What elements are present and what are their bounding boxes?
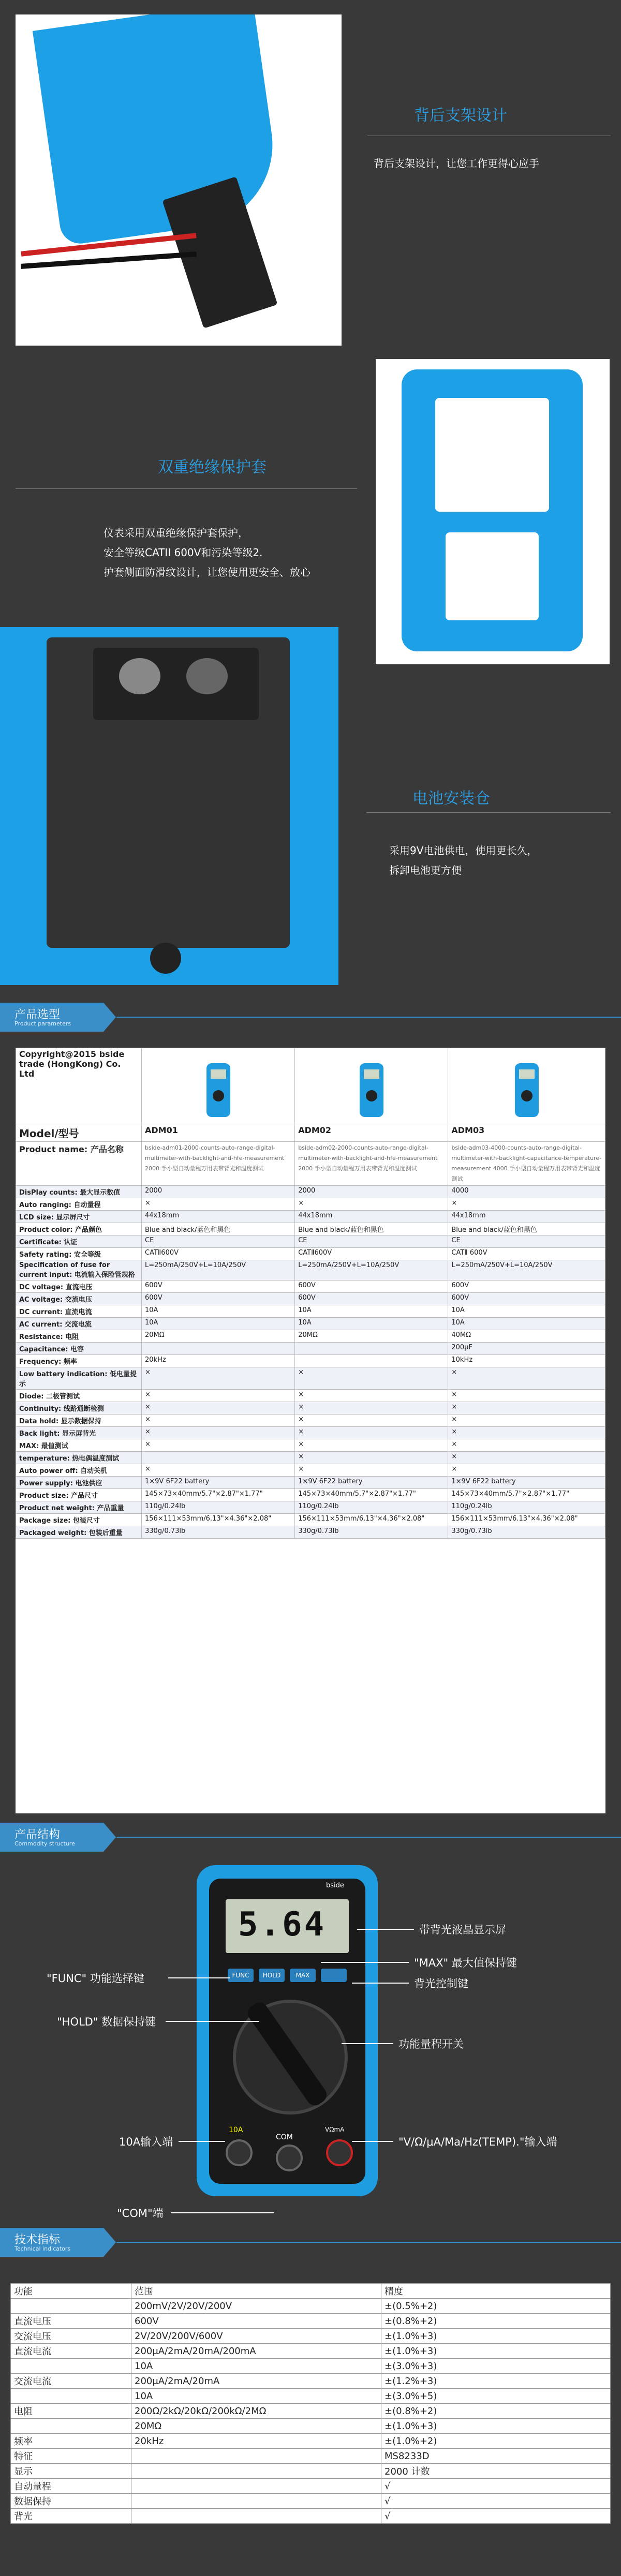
table-row (11, 2314, 611, 2329)
table-row (16, 1367, 605, 1390)
row-value: 10A (142, 1305, 295, 1318)
spec-cell (11, 2419, 131, 2434)
table-row (11, 2449, 611, 2464)
row-value: × (142, 1390, 295, 1402)
feature2-line-3: 护套侧面防滑纹设计，让您使用更安全、放心 (103, 566, 310, 578)
row-value: 600V (295, 1280, 448, 1293)
section-header-selection (0, 1003, 621, 1032)
spec-cell: 直流电流 (11, 2344, 131, 2359)
row-value: 156×111×53mm/6.13"×4.36"×2.08" (142, 1514, 295, 1526)
row-value: 44x18mm (142, 1211, 295, 1223)
row-value: × (142, 1414, 295, 1427)
table-row (11, 2419, 611, 2434)
section-title: 产品结构 (14, 1828, 61, 1841)
section-title: 技术指标 (14, 2233, 61, 2246)
row-value: 600V (448, 1293, 605, 1305)
spec-cell: √ (381, 2509, 611, 2524)
row-value: × (295, 1198, 448, 1211)
row-value: 10kHz (448, 1355, 605, 1367)
spec-cell: 600V (131, 2314, 381, 2329)
spec-cell (131, 2479, 381, 2494)
row-value: × (295, 1427, 448, 1439)
jack-label-com: COM (276, 2133, 293, 2141)
jack-v[interactable] (326, 2139, 353, 2166)
row-value: 145×73×40mm/5.7"×2.87"×1.77" (295, 1489, 448, 1501)
row-value: 330g/0.73lb (142, 1526, 295, 1539)
spec-header-range: 范围 (131, 2284, 381, 2299)
spec-cell: 电阻 (11, 2404, 131, 2419)
table-row (11, 2299, 611, 2314)
spec-cell: 自动量程 (11, 2479, 131, 2494)
row-label: Resistance: 电阻 (16, 1330, 142, 1343)
spec-cell: 200μA/2mA/20mA (131, 2374, 381, 2389)
row-label: Product size: 产品尺寸 (16, 1489, 142, 1501)
table-row (16, 1280, 605, 1293)
table-row (11, 2509, 611, 2524)
row-value: CATⅡ600V (295, 1248, 448, 1260)
feature2-line-2: 安全等级CATII 600V和污染等级2. (103, 546, 263, 559)
spec-cell (11, 2299, 131, 2314)
multimeter-diagram (197, 1865, 378, 2196)
divider (366, 812, 611, 813)
row-value: 1×9V 6F22 battery (295, 1477, 448, 1489)
table-row (16, 1248, 605, 1260)
spec-cell: ±(0.8%+2) (381, 2404, 611, 2419)
row-value: 10A (448, 1318, 605, 1330)
jack-com[interactable] (276, 2145, 303, 2171)
table-row (11, 2329, 611, 2344)
row-value: Blue and black/蓝色和黑色 (448, 1223, 605, 1235)
model-name-3: ADM03 (448, 1124, 605, 1142)
spec-cell: 特征 (11, 2449, 131, 2464)
row-value: × (295, 1464, 448, 1477)
sleeve-photo (376, 359, 610, 664)
row-value: 330g/0.73lb (448, 1526, 605, 1539)
row-label: Auto power off: 自动关机 (16, 1464, 142, 1477)
row-value: 44x18mm (448, 1211, 605, 1223)
row-value: 145×73×40mm/5.7"×2.87"×1.77" (142, 1489, 295, 1501)
row-value: 110g/0.24lb (142, 1501, 295, 1514)
label-v-input: "V/Ω/μA/Ma/Hz(TEMP)."输入端 (398, 2136, 557, 2148)
spec-cell: ±(1.0%+3) (381, 2344, 611, 2359)
label-com: "COM"端 (117, 2207, 164, 2220)
spec-cell: ±(1.0%+3) (381, 2419, 611, 2434)
row-value: × (448, 1367, 605, 1390)
row-label: Back light: 显示屏背光 (16, 1427, 142, 1439)
table-row (16, 1343, 605, 1355)
max-button[interactable]: MAX (290, 1969, 316, 1982)
row-value: × (295, 1414, 448, 1427)
table-row (11, 2404, 611, 2419)
row-value: × (448, 1464, 605, 1477)
table-row (11, 2464, 611, 2479)
row-value: L=250mA/250V+L=10A/250V (295, 1260, 448, 1280)
spec-header-function: 功能 (11, 2284, 131, 2299)
label-10a-input: 10A输入端 (119, 2136, 173, 2148)
table-row (11, 2434, 611, 2449)
row-value: 600V (142, 1293, 295, 1305)
table-row (16, 1390, 605, 1402)
table-row (16, 1198, 605, 1211)
spec-cell: 频率 (11, 2434, 131, 2449)
row-value: CATⅡ 600V (448, 1248, 605, 1260)
row-value: × (448, 1452, 605, 1464)
table-row (16, 1305, 605, 1318)
brand-logo: bside (326, 1882, 344, 1889)
hold-button[interactable]: HOLD (259, 1969, 285, 1982)
row-label: Safety rating: 安全等级 (16, 1248, 142, 1260)
row-value: 156×111×53mm/6.13"×4.36"×2.08" (295, 1514, 448, 1526)
table-row (16, 1514, 605, 1526)
row-value: CE (448, 1235, 605, 1248)
section-header-specs (0, 2228, 621, 2257)
row-value: bside-adm01-2000-counts-auto-range-digital-multimeter-with-backlight-and-hfe-measurement 2000 手小型自动量程万用表带背光和温度测试 (142, 1142, 295, 1186)
row-value: × (142, 1439, 295, 1452)
spec-cell: 10A (131, 2389, 381, 2404)
row-value: 40MΩ (448, 1330, 605, 1343)
row-value: bside-adm02-2000-counts-auto-range-digital-multimeter-with-backlight-and-hfe-measurement 2000 手小型自动量程万用表带背光和温度测试 (295, 1142, 448, 1186)
row-label: Auto ranging: 自动量程 (16, 1198, 142, 1211)
row-value (142, 1343, 295, 1355)
model-name-1: ADM01 (142, 1124, 295, 1142)
row-value: 2000 (142, 1186, 295, 1198)
spec-cell: MS8233D (381, 2449, 611, 2464)
section-title: 产品选型 (14, 1008, 61, 1021)
spec-cell: 20MΩ (131, 2419, 381, 2434)
spec-cell: ±(3.0%+5) (381, 2389, 611, 2404)
table-row (11, 2389, 611, 2404)
row-label: LCD size: 显示屏尺寸 (16, 1211, 142, 1223)
spec-cell: 显示 (11, 2464, 131, 2479)
feature2-title: 双重绝缘保护套 (158, 458, 267, 477)
row-value: 10A (142, 1318, 295, 1330)
row-label: Diode: 二极管测试 (16, 1390, 142, 1402)
row-label: Capacitance: 电容 (16, 1343, 142, 1355)
row-value: 1×9V 6F22 battery (448, 1477, 605, 1489)
row-value: × (448, 1414, 605, 1427)
table-row (16, 1223, 605, 1235)
spec-cell: 10A (131, 2359, 381, 2374)
spec-cell: 2000 计数 (381, 2464, 611, 2479)
feature1-text: 背后支架设计，让您工作更得心应手 (374, 157, 539, 170)
feature3-line-2: 拆卸电池更方便 (389, 864, 462, 876)
row-value (142, 1452, 295, 1464)
table-row (16, 1464, 605, 1477)
row-label: Product net weight: 产品重量 (16, 1501, 142, 1514)
backlight-button[interactable] (321, 1969, 347, 1982)
spec-cell: √ (381, 2479, 611, 2494)
row-value: Blue and black/蓝色和黑色 (295, 1223, 448, 1235)
row-value: 110g/0.24lb (295, 1501, 448, 1514)
row-value: 600V (295, 1293, 448, 1305)
row-value: × (142, 1427, 295, 1439)
model-image-2 (295, 1048, 448, 1124)
table-row (16, 1439, 605, 1452)
row-value: × (448, 1427, 605, 1439)
row-value: × (142, 1198, 295, 1211)
spec-cell: 数据保持 (11, 2494, 131, 2509)
spec-cell: 200Ω/2kΩ/20kΩ/200kΩ/2MΩ (131, 2404, 381, 2419)
row-value (295, 1355, 448, 1367)
row-label: Power supply: 电池供应 (16, 1477, 142, 1489)
row-label: AC current: 交流电流 (16, 1318, 142, 1330)
func-button[interactable]: FUNC (228, 1969, 254, 1982)
table-row (16, 1452, 605, 1464)
copyright-cell: Copyright@2015 bside trade (HongKong) Co. Ltd (16, 1048, 142, 1124)
row-value: 44x18mm (295, 1211, 448, 1223)
row-value: 600V (448, 1280, 605, 1293)
label-max-key: "MAX" 最大值保持键 (414, 1957, 517, 1969)
table-row (16, 1260, 605, 1280)
row-value: 10A (448, 1305, 605, 1318)
spec-cell (11, 2389, 131, 2404)
spec-cell: 交流电压 (11, 2329, 131, 2344)
row-value: × (295, 1402, 448, 1414)
stand-photo (16, 14, 342, 346)
row-value: Blue and black/蓝色和黑色 (142, 1223, 295, 1235)
row-value: CE (295, 1235, 448, 1248)
row-label: Data hold: 显示数据保持 (16, 1414, 142, 1427)
table-row (11, 2494, 611, 2509)
row-value: 600V (142, 1280, 295, 1293)
row-value: CATⅡ600V (142, 1248, 295, 1260)
row-value: bside-adm03-4000-counts-auto-range-digital-multimeter-with-backlight-capacitance-temperature-measurement 4000 手小型自动量程万用表带背光和温度测试 (448, 1142, 605, 1186)
row-value: 2000 (295, 1186, 448, 1198)
feature2-line-1: 仪表采用双重绝缘保护套保护， (103, 527, 248, 539)
jack-10a[interactable] (226, 2139, 253, 2166)
spec-table (10, 2283, 611, 2524)
row-value: 20kHz (142, 1355, 295, 1367)
spec-cell: ±(0.5%+2) (381, 2299, 611, 2314)
label-backlight-key: 背光控制键 (414, 1977, 468, 1990)
table-row (16, 1235, 605, 1248)
table-row (16, 1318, 605, 1330)
section-subtitle: Technical indicators (14, 2245, 71, 2252)
row-label: Packaged weight: 包装后重量 (16, 1526, 142, 1539)
spec-cell: 20kHz (131, 2434, 381, 2449)
spec-cell: 背光 (11, 2509, 131, 2524)
table-row (16, 1489, 605, 1501)
spec-cell: ±(1.0%+2) (381, 2434, 611, 2449)
spec-cell (131, 2449, 381, 2464)
row-label: Product name: 产品名称 (16, 1142, 142, 1186)
row-value: × (142, 1402, 295, 1414)
row-value: × (448, 1390, 605, 1402)
row-value: 10A (295, 1305, 448, 1318)
row-label: Continuity: 线路通断检测 (16, 1402, 142, 1414)
spec-cell (11, 2359, 131, 2374)
lcd-reading: 5.64 (238, 1905, 327, 1944)
table-row (16, 1501, 605, 1514)
table-row (16, 1427, 605, 1439)
table-row (11, 2374, 611, 2389)
row-label: MAX: 最值测试 (16, 1439, 142, 1452)
row-label: Specification of fuse for current input: 电流输入保险管规格 (16, 1260, 142, 1280)
row-value: × (448, 1439, 605, 1452)
row-value: 20MΩ (142, 1330, 295, 1343)
model-label: Model/型号 (16, 1124, 142, 1142)
table-row (16, 1330, 605, 1343)
row-value: × (295, 1367, 448, 1390)
table-row (16, 1355, 605, 1367)
spec-cell (131, 2509, 381, 2524)
row-label: temperature: 热电偶温度测试 (16, 1452, 142, 1464)
section-header-structure (0, 1823, 621, 1852)
row-value: L=250mA/250V+L=10A/250V (448, 1260, 605, 1280)
spec-cell: 直流电压 (11, 2314, 131, 2329)
row-value: × (295, 1439, 448, 1452)
section-subtitle: Product parameters (14, 1020, 71, 1027)
row-label: AC voltage: 交流电压 (16, 1293, 142, 1305)
feature3-title: 电池安装仓 (412, 790, 490, 808)
row-value: CE (142, 1235, 295, 1248)
table-row (16, 1477, 605, 1489)
row-value: 4000 (448, 1186, 605, 1198)
spec-cell: 200mV/2V/20V/200V (131, 2299, 381, 2314)
table-row (11, 2359, 611, 2374)
spec-header-accuracy: 精度 (381, 2284, 611, 2299)
row-value: × (448, 1198, 605, 1211)
row-value: 1×9V 6F22 battery (142, 1477, 295, 1489)
spec-cell (131, 2494, 381, 2509)
spec-cell (131, 2464, 381, 2479)
jack-label-v: VΩmA (325, 2126, 345, 2133)
row-label: DC voltage: 直流电压 (16, 1280, 142, 1293)
model-name-2: ADM02 (295, 1124, 448, 1142)
row-label: Certificate: 认证 (16, 1235, 142, 1248)
row-label: DC current: 直流电流 (16, 1305, 142, 1318)
spec-cell: ±(1.0%+3) (381, 2329, 611, 2344)
row-value: 330g/0.73lb (295, 1526, 448, 1539)
table-row (11, 2344, 611, 2359)
jack-label-10a: 10A (229, 2126, 243, 2134)
row-value: 110g/0.24lb (448, 1501, 605, 1514)
table-row (11, 2479, 611, 2494)
section-subtitle: Commodity structure (14, 1840, 75, 1847)
table-row (16, 1526, 605, 1539)
spec-cell: ±(3.0%+3) (381, 2359, 611, 2374)
divider (16, 488, 357, 489)
label-func-key: "FUNC" 功能选择键 (47, 1972, 144, 1985)
spec-cell: ±(0.8%+2) (381, 2314, 611, 2329)
row-label: DisPlay counts: 最大显示数值 (16, 1186, 142, 1198)
spec-cell: 2V/20V/200V/600V (131, 2329, 381, 2344)
table-row (16, 1211, 605, 1223)
battery-photo (0, 627, 338, 985)
row-value (295, 1343, 448, 1355)
table-row (16, 1402, 605, 1414)
row-label: Frequency: 频率 (16, 1355, 142, 1367)
row-value: × (142, 1464, 295, 1477)
table-row (16, 1414, 605, 1427)
row-value: × (295, 1390, 448, 1402)
spec-cell: 交流电流 (11, 2374, 131, 2389)
feature3-line-1: 采用9V电池供电，使用更长久， (389, 844, 538, 857)
model-image-1 (142, 1048, 295, 1124)
row-value: 156×111×53mm/6.13"×4.36"×2.08" (448, 1514, 605, 1526)
row-label: Package size: 包装尺寸 (16, 1514, 142, 1526)
row-value: × (295, 1452, 448, 1464)
spec-cell: √ (381, 2494, 611, 2509)
row-value: 145×73×40mm/5.7"×2.87"×1.77" (448, 1489, 605, 1501)
row-value: 20MΩ (295, 1330, 448, 1343)
model-image-3 (448, 1048, 605, 1124)
table-row (16, 1293, 605, 1305)
label-range-switch: 功能量程开关 (398, 2038, 464, 2050)
label-backlight-lcd: 带背光液晶显示屏 (419, 1924, 506, 1936)
label-hold-key: "HOLD" 数据保持键 (57, 2016, 156, 2028)
feature1-title: 背后支架设计 (414, 107, 507, 125)
spec-cell: 200μA/2mA/20mA/200mA (131, 2344, 381, 2359)
table-row (16, 1186, 605, 1198)
row-value: × (448, 1402, 605, 1414)
row-value: 10A (295, 1318, 448, 1330)
table-row (16, 1142, 605, 1186)
row-value: L=250mA/250V+L=10A/250V (142, 1260, 295, 1280)
row-value: 200μF (448, 1343, 605, 1355)
model-table (16, 1048, 605, 1813)
row-value: × (142, 1367, 295, 1390)
spec-cell: ±(1.2%+3) (381, 2374, 611, 2389)
row-label: Low battery indication: 低电量提示 (16, 1367, 142, 1390)
row-label: Product color: 产品颜色 (16, 1223, 142, 1235)
